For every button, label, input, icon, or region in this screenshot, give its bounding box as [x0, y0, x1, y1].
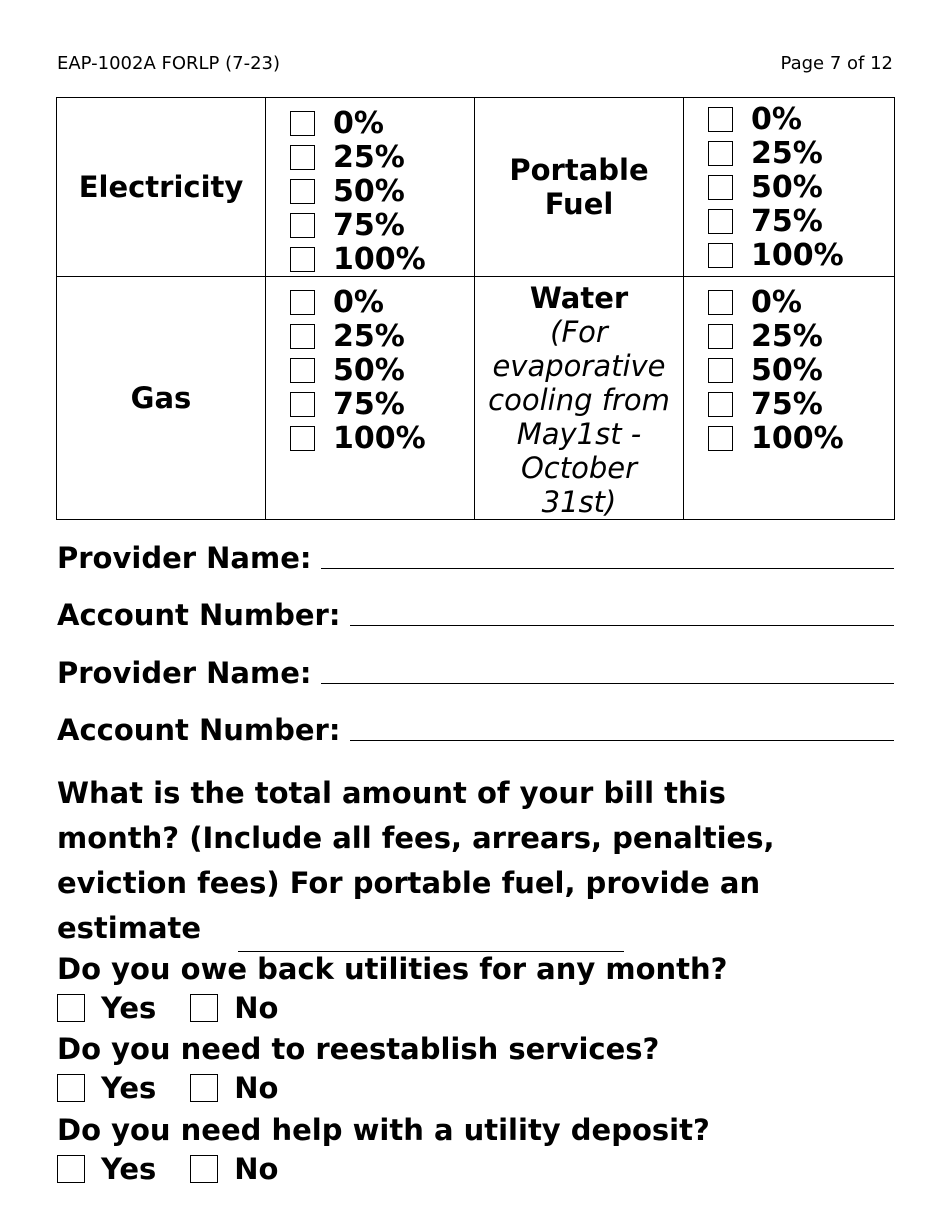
no-label: No — [234, 1152, 279, 1186]
provider-name-label: Provider Name: — [57, 656, 312, 690]
bill-question-line: What is the total amount of your bill this — [57, 776, 726, 810]
water-option-100[interactable] — [708, 421, 894, 455]
checkbox[interactable] — [708, 175, 733, 200]
electricity-option-0[interactable] — [290, 106, 474, 140]
reestablish-services-answer — [57, 1071, 278, 1105]
owe-back-utilities-answer — [57, 991, 278, 1025]
option-label: 50% — [751, 352, 823, 388]
option-label: 25% — [333, 139, 405, 175]
water-note-line: cooling from — [488, 383, 670, 417]
electricity-option-75[interactable] — [290, 208, 474, 242]
account-number-label: Account Number: — [57, 598, 341, 632]
provider-name-input[interactable] — [321, 682, 894, 684]
portable-fuel-option-75[interactable] — [708, 204, 894, 238]
gas-options — [266, 277, 475, 520]
gas-option-100[interactable] — [290, 421, 474, 455]
option-label: 25% — [751, 318, 823, 354]
option-label: 75% — [751, 386, 823, 422]
page-number: Page 7 of 12 — [780, 53, 893, 74]
water-option-50[interactable] — [708, 353, 894, 387]
bill-amount-question — [57, 771, 857, 951]
checkbox[interactable] — [290, 290, 315, 315]
option-label: 100% — [333, 420, 426, 456]
option-label: 75% — [333, 207, 405, 243]
water-note-line: October — [520, 451, 638, 485]
checkbox[interactable] — [708, 209, 733, 234]
checkbox[interactable] — [290, 324, 315, 349]
utility-percentage-table — [56, 97, 895, 520]
portable-fuel-option-100[interactable] — [708, 238, 894, 272]
electricity-option-25[interactable] — [290, 140, 474, 174]
option-label: 50% — [333, 173, 405, 209]
reestablish-services-question: Do you need to reestablish services? — [57, 1032, 660, 1066]
checkbox[interactable] — [708, 107, 733, 132]
option-label: 100% — [333, 241, 426, 277]
yes-label: Yes — [101, 1152, 157, 1186]
provider-name-field-2 — [57, 656, 894, 690]
electricity-option-100[interactable] — [290, 242, 474, 276]
option-label: 25% — [333, 318, 405, 354]
utility-deposit-question: Do you need help with a utility deposit? — [57, 1113, 710, 1147]
gas-option-75[interactable] — [290, 387, 474, 421]
no-label: No — [234, 991, 279, 1025]
option-label: 100% — [751, 420, 844, 456]
checkbox[interactable] — [708, 392, 733, 417]
electricity-options — [266, 98, 475, 277]
option-label: 0% — [333, 284, 384, 320]
owe-back-utilities-question: Do you owe back utilities for any month? — [57, 952, 728, 986]
checkbox[interactable] — [708, 141, 733, 166]
water-title: Water — [529, 281, 629, 315]
option-label: 100% — [751, 237, 844, 273]
portable-fuel-option-50[interactable] — [708, 170, 894, 204]
utility-deposit-answer — [57, 1152, 278, 1186]
checkbox[interactable] — [708, 243, 733, 268]
option-label: 75% — [333, 386, 405, 422]
water-note-line: (For — [550, 315, 608, 349]
bill-question-line: estimate — [57, 911, 202, 945]
checkbox[interactable] — [290, 247, 315, 272]
account-number-field-2 — [57, 713, 894, 747]
checkbox[interactable] — [290, 179, 315, 204]
option-label: 50% — [333, 352, 405, 388]
checkbox[interactable] — [290, 111, 315, 136]
electricity-option-50[interactable] — [290, 174, 474, 208]
checkbox[interactable] — [708, 358, 733, 383]
option-label: 0% — [751, 284, 802, 320]
checkbox[interactable] — [708, 290, 733, 315]
water-options — [684, 277, 895, 520]
form-id: EAP-1002A FORLP (7-23) — [57, 53, 281, 74]
gas-option-25[interactable] — [290, 319, 474, 353]
yes-checkbox[interactable] — [57, 1074, 85, 1102]
water-option-75[interactable] — [708, 387, 894, 421]
checkbox[interactable] — [290, 145, 315, 170]
bill-question-line: month? (Include all fees, arrears, penalties, — [57, 821, 775, 855]
water-note-line: May1st - — [516, 417, 642, 451]
portable-fuel-options — [684, 98, 895, 277]
water-note-line: evaporative — [492, 349, 666, 383]
yes-checkbox[interactable] — [57, 1155, 85, 1183]
account-number-field-1 — [57, 598, 894, 632]
no-checkbox[interactable] — [190, 1155, 218, 1183]
gas-option-0[interactable] — [290, 285, 474, 319]
electricity-label: Electricity — [57, 98, 266, 277]
water-note-line: 31st) — [541, 485, 617, 519]
yes-checkbox[interactable] — [57, 994, 85, 1022]
provider-name-field-1 — [57, 541, 894, 575]
portable-fuel-label-line1: Portable — [509, 153, 649, 187]
portable-fuel-option-0[interactable] — [708, 102, 894, 136]
gas-label: Gas — [57, 277, 266, 520]
account-number-input[interactable] — [350, 624, 894, 626]
checkbox[interactable] — [708, 426, 733, 451]
option-label: 25% — [751, 135, 823, 171]
option-label: 50% — [751, 169, 823, 205]
bill-question-line: eviction fees) For portable fuel, provide an — [57, 866, 761, 900]
yes-label: Yes — [101, 991, 157, 1025]
provider-name-label: Provider Name: — [57, 541, 312, 575]
provider-name-input[interactable] — [321, 567, 894, 569]
option-label: 0% — [751, 101, 802, 137]
account-number-label: Account Number: — [57, 713, 341, 747]
portable-fuel-option-25[interactable] — [708, 136, 894, 170]
no-checkbox[interactable] — [190, 1074, 218, 1102]
yes-label: Yes — [101, 1071, 157, 1105]
checkbox[interactable] — [290, 358, 315, 383]
option-label: 0% — [333, 105, 384, 141]
checkbox[interactable] — [290, 426, 315, 451]
checkbox[interactable] — [290, 392, 315, 417]
no-label: No — [234, 1071, 279, 1105]
water-label — [475, 277, 684, 520]
portable-fuel-label-line2: Fuel — [544, 187, 614, 221]
no-checkbox[interactable] — [190, 994, 218, 1022]
portable-fuel-label — [475, 98, 684, 277]
account-number-input[interactable] — [350, 739, 894, 741]
water-option-0[interactable] — [708, 285, 894, 319]
gas-option-50[interactable] — [290, 353, 474, 387]
water-option-25[interactable] — [708, 319, 894, 353]
checkbox[interactable] — [708, 324, 733, 349]
checkbox[interactable] — [290, 213, 315, 238]
option-label: 75% — [751, 203, 823, 239]
